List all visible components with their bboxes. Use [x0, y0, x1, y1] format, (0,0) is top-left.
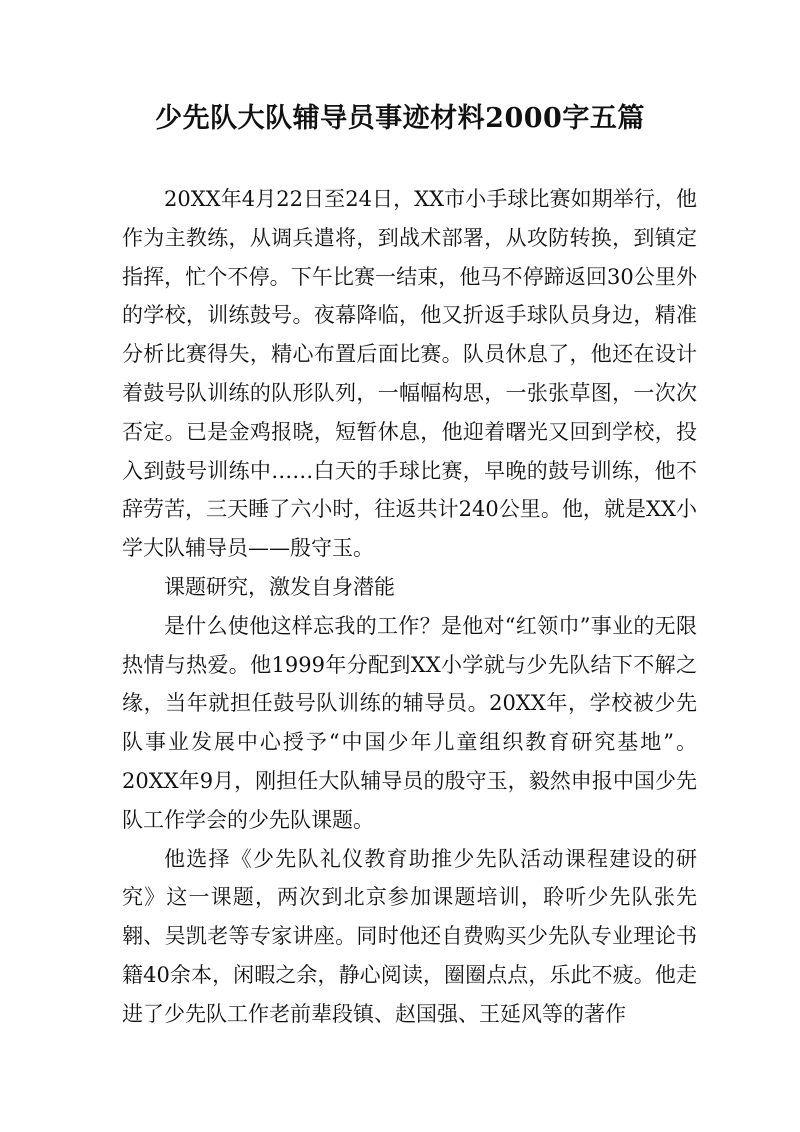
section-heading: 课题研究，激发自身潜能 [164, 574, 395, 599]
paragraph-motivation: 是什么使他这样忘我的工作？是他对“红领巾”事业的无限热情与热爱。他1999年分配到XX小学就与少先队结下不解之缘，当年就担任鼓号队训练的辅导员。20XX年，学校被少先队事业发展中心授予“中国少年儿童组织教育研究基地”。20XX年9月，刚担任大队辅导员的殷守玉，毅然申报中国少先队工作学会的少先队课题。 [122, 613, 697, 832]
paragraph-intro: 20XX年4月22日至24日，XX市小手球比赛如期举行，他作为主教练，从调兵遣将，到战术部署，从攻防转换，到镇定指挥，忙个不停。下午比赛一结束，他马不停蹄返回30公里外的学校，训练鼓号。夜幕降临，他又折返手球队员身边，精准分析比赛得失，精心布置后面比赛。队员休息了，他还在设计着鼓号队训练的队形队列，一幅幅构思，一张张草图，一次次否定。已是金鸡报晓，短暂休息，他迎着曙光又回到学校，投入到鼓号训练中……白天的手球比赛，早晚的鼓号训练，他不辞劳苦，三天睡了六小时，往返共计240公里。他，就是XX小学大队辅导员——殷守玉。 [122, 187, 697, 561]
paragraph-research: 他选择《少先队礼仪教育助推少先队活动课程建设的研究》这一课题，两次到北京参加课题培训，聆听少先队张先翱、吴凯老等专家讲座。同时他还自费购买少先队专业理论书籍40余本，闲暇之余，静心阅读，圈圈点点，乐此不疲。他走进了少先队工作老前辈段镇、赵国强、王延风等的著作 [122, 846, 697, 1026]
document-title: 少先队大队辅导员事迹材料2000字五篇 [155, 103, 645, 134]
document-body [122, 180, 697, 1034]
